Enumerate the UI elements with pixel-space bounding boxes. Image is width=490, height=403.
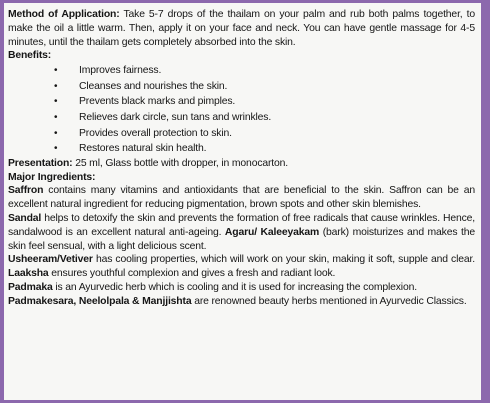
laaksha-name: Laaksha <box>8 268 49 280</box>
bullet-icon: • <box>54 143 58 155</box>
bullet-icon: • <box>54 65 58 77</box>
benefits-heading: Benefits: <box>8 50 52 62</box>
benefit-item <box>8 110 475 126</box>
benefit-text: Improves fairness. <box>79 65 162 77</box>
method-label: Method of Application: <box>8 9 120 20</box>
benefit-item <box>8 141 475 157</box>
padmakesara-paragraph <box>8 295 475 309</box>
padmakesara-text: are renowned beauty herbs mentioned in Ayurvedic Classics. <box>191 295 467 307</box>
usheeram-text: has cooling properties, which will work on your skin, making it soft, supple and clear. <box>92 254 475 266</box>
presentation-label: Presentation: <box>8 157 73 169</box>
benefit-item <box>8 79 475 95</box>
product-info-panel <box>4 3 481 400</box>
benefit-item <box>8 63 475 79</box>
saffron-paragraph <box>8 184 475 212</box>
sandal-name: Sandal <box>8 212 42 224</box>
method-text: Take 5-7 drops of the thailam on your palm and rub both palms together, to make the oil a little warm. Then, apply it on your face and neck. You can have gentle massage for 4-5 minutes, until the thailam gets completely absorbed into the skin. <box>8 9 475 48</box>
presentation-text: 25 ml, Glass bottle with dropper, in monocarton. <box>72 157 289 169</box>
bullet-icon: • <box>54 96 58 108</box>
laaksha-text: ensures youthful complexion and gives a fresh and radiant look. <box>48 268 336 280</box>
bullet-icon: • <box>54 127 58 139</box>
usheeram-name: Usheeram/Vetiver <box>8 254 93 266</box>
bullet-icon: • <box>54 80 58 92</box>
padmaka-text: is an Ayurvedic herb which is cooling and it is used for increasing the complexion. <box>52 281 417 293</box>
agaru-name: Agaru/ Kaleeyakam <box>224 226 320 238</box>
padmaka-paragraph <box>8 281 475 295</box>
agaru-text: (bark) moisturizes and makes the skin feel sensual, with a light delicious scent. <box>8 226 475 252</box>
sandal-paragraph <box>8 212 475 253</box>
saffron-name: Saffron <box>8 185 44 197</box>
padmaka-name: Padmaka <box>8 281 53 293</box>
benefit-item <box>8 94 475 110</box>
bullet-icon: • <box>54 111 58 123</box>
benefit-text: Provides overall protection to skin. <box>79 127 232 139</box>
padmakesara-name: Padmakesara, Neelolpala & Manjjishta <box>8 295 192 307</box>
method-of-application-paragraph <box>8 8 475 49</box>
sandal-text: helps to detoxify the skin and prevents the formation of free radicals that cause wrinkles. Hence, sandalwood is an excellent natural anti-ageing. <box>8 212 475 238</box>
benefit-text: Cleanses and nourishes the skin. <box>79 80 228 92</box>
benefits-list <box>8 63 475 157</box>
benefit-item <box>8 126 475 142</box>
usheeram-paragraph <box>8 253 475 281</box>
benefit-text: Restores natural skin health. <box>79 143 207 155</box>
presentation-paragraph <box>8 157 475 171</box>
saffron-text: contains many vitamins and antioxidants that are beneficial to the skin. Saffron can be an excellent natural ingredient for reducing pigmentation, brown spots and other skin blemishes. <box>8 185 475 211</box>
benefit-text: Prevents black marks and pimples. <box>79 96 236 108</box>
benefit-text: Relieves dark circle, sun tans and wrinkles. <box>79 111 272 123</box>
major-ingredients-heading: Major Ingredients: <box>8 171 96 183</box>
